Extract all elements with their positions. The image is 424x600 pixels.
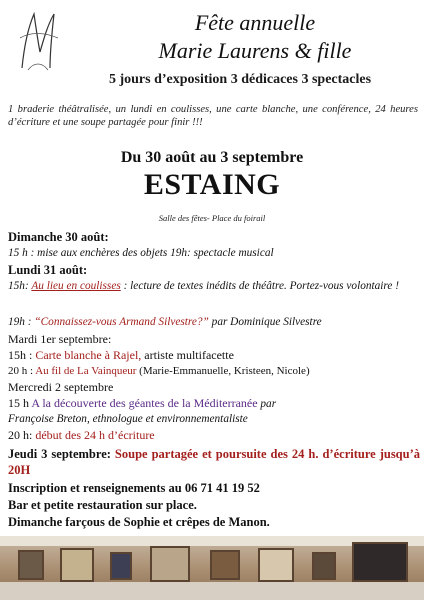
artist-desc: artiste multifacette xyxy=(141,348,234,362)
ml-monogram-logo xyxy=(14,8,62,74)
title-line-1: Fête annuelle xyxy=(194,10,316,35)
info-bar: Bar et petite restauration sur place. xyxy=(8,498,197,512)
painting xyxy=(312,552,336,580)
painting xyxy=(258,548,294,582)
painting xyxy=(18,550,44,580)
time-label: 20 h : xyxy=(8,365,36,377)
painting xyxy=(110,552,132,580)
painting xyxy=(150,546,190,582)
day-3-line-1 xyxy=(8,348,420,363)
info-contact: Inscription et renseignements au 06 71 41 19 52 xyxy=(8,481,260,495)
day-4-title xyxy=(8,380,420,395)
time-label: 15h: xyxy=(8,280,32,292)
day-1-line: 15 h : mise aux enchères des objets 19h: spectacle musical xyxy=(8,247,274,259)
event-dates: Du 30 août au 3 septembre xyxy=(120,149,304,166)
intro-text: 1 braderie théâtralisée, un lundi en coulisses, une carte blanche, une conférence, 24 heures d’écriture et une soupe partagée pour finir !!! xyxy=(8,104,418,128)
day-2-line-1 xyxy=(8,279,420,294)
day-title: Jeudi 3 septembre: xyxy=(8,447,115,461)
day-2-line-2 xyxy=(8,315,420,330)
tagline: 5 jours d’exposition 3 dédicaces 3 spectacles xyxy=(108,72,372,87)
exhibition-photo xyxy=(0,536,424,600)
lecture-title: “Connaissez-vous Armand Silvestre?” xyxy=(34,316,209,328)
floor xyxy=(0,582,424,600)
day-5 xyxy=(8,446,420,478)
time-label: 20 h: xyxy=(8,428,36,442)
title-line-2: Marie Laurens & fille xyxy=(158,38,352,63)
show-cast: (Marie-Emmanuelle, Kristeen, Nicole) xyxy=(136,365,310,377)
time-label: 15h : xyxy=(8,348,36,362)
carte-blanche-title: Carte blanche à Rajel, xyxy=(35,348,142,362)
soupe-event: Soupe partagée et poursuite des 24 h. d’écriture jusqu’à 20H xyxy=(8,447,420,477)
day-4-line-1 xyxy=(8,396,420,412)
lecture-speaker: par Dominique Silvestre xyxy=(208,316,322,328)
time-label: 19h : xyxy=(8,316,35,328)
day-title: Lundi 31 août: xyxy=(8,263,88,277)
show-title: Au fil de La Vainqueur xyxy=(35,365,137,377)
painting xyxy=(210,550,240,580)
day-4-line-2: Françoise Breton, ethnologue et environnementaliste xyxy=(8,413,248,425)
day-3-line-2 xyxy=(8,364,420,379)
conference-title: A la découverte des géantes de la Méditerranée xyxy=(31,396,258,410)
event-venue: Salle des fêtes- Place du foirail xyxy=(158,213,266,223)
day-4-line-3 xyxy=(8,428,420,443)
info-sunday: Dimanche farçous de Sophie et crêpes de Manon. xyxy=(8,515,270,529)
event-city: ESTAING xyxy=(143,168,281,201)
painting xyxy=(352,542,408,582)
day-1-title xyxy=(8,230,420,245)
painting xyxy=(60,548,94,582)
coulisses-desc: : lecture de textes inédits de théâtre. Portez-vous volontaire ! xyxy=(120,280,400,292)
day-title: Mardi 1er septembre: xyxy=(8,332,112,346)
coulisses-link[interactable]: Au lieu en coulisses xyxy=(31,280,121,292)
day-title: Dimanche 30 août: xyxy=(8,230,109,244)
time-label: 15 h xyxy=(8,396,32,410)
par-label: par xyxy=(257,398,277,410)
writing-start: début des 24 h d’écriture xyxy=(35,428,155,442)
day-title: Mercredi 2 septembre xyxy=(8,380,114,394)
day-3-title xyxy=(8,332,420,347)
day-2-title xyxy=(8,263,420,278)
